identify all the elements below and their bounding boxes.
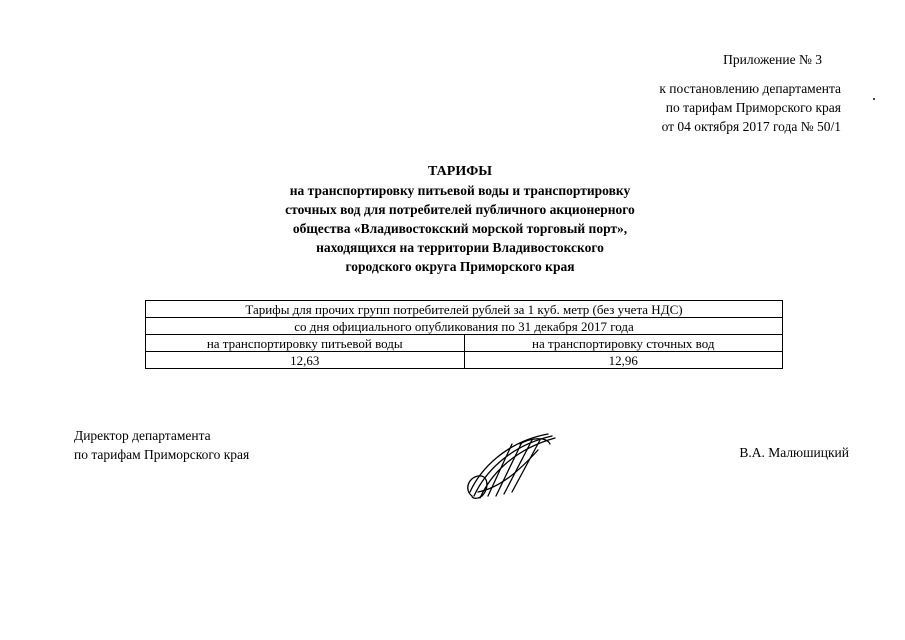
tariff-table <box>145 300 783 369</box>
signer-position-line: по тарифам Приморского края <box>74 447 250 462</box>
table-row <box>146 318 783 335</box>
heading-line: городского округа Приморского края <box>345 259 575 274</box>
signer-position <box>74 426 249 464</box>
appendix-ref-line: от 04 октября 2017 года № 50/1 <box>661 119 841 134</box>
signer-name: В.А. Малюшицкий <box>739 445 849 460</box>
value-drinking-water: 12,63 <box>146 352 465 369</box>
table-row <box>146 301 783 318</box>
heading-line: сточных вод для потребителей публичного акционерного <box>285 202 635 217</box>
value-wastewater: 12,96 <box>464 352 783 369</box>
table-row <box>146 335 783 352</box>
appendix-ref-line: к постановлению департамента <box>659 81 841 96</box>
signature-image <box>460 430 560 502</box>
appendix-title: Приложение № 3 <box>723 52 822 67</box>
table-header-cell: Тарифы для прочих групп потребителей рублей за 1 куб. метр (без учета НДС) <box>146 301 783 318</box>
scan-speck <box>873 98 875 100</box>
appendix-reference <box>659 79 841 136</box>
column-header-drinking-water: на транспортировку питьевой воды <box>146 335 465 352</box>
column-header-wastewater: на транспортировку сточных вод <box>464 335 783 352</box>
heading-line: общества «Владивостокский морской торговый порт», <box>292 221 628 236</box>
heading-line: на транспортировку питьевой воды и транспортировку <box>289 183 631 198</box>
heading-line: находящихся на территории Владивостокского <box>316 240 604 255</box>
appendix-ref-line: по тарифам Приморского края <box>665 100 841 115</box>
heading-title: ТАРИФЫ <box>428 164 492 179</box>
signer-position-line: Директор департамента <box>74 428 211 443</box>
table-row <box>146 352 783 369</box>
document-heading <box>240 162 680 276</box>
table-period-cell: со дня официального опубликования по 31 декабря 2017 года <box>146 318 783 335</box>
